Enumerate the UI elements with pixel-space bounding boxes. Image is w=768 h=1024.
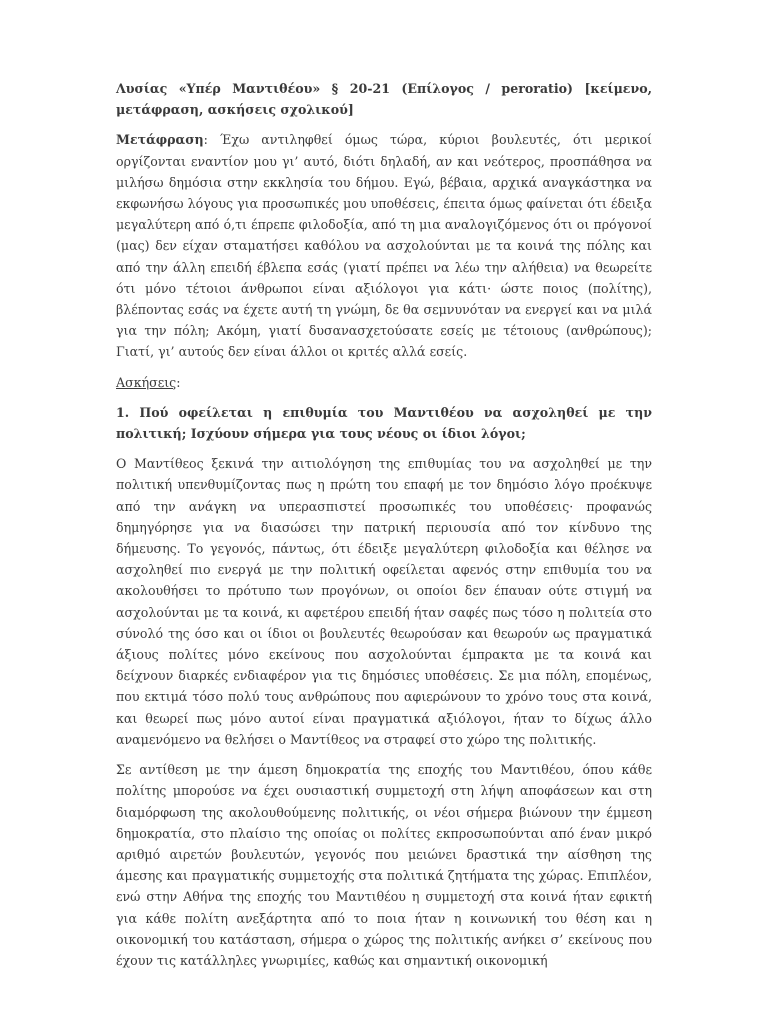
document-title: Λυσίας «Υπέρ Μαντιθέου» § 20-21 (Επίλογος / peroratio) [κείμενο, μετάφραση, ασκήσεις σχολικού]: [116, 81, 652, 118]
translation-label: Μετάφραση: [116, 132, 204, 148]
document-page: [116, 78, 652, 980]
answer-paragraph-1: Ο Μαντίθεος ξεκινά την αιτιολόγηση της επιθυμίας του να ασχοληθεί με την πολιτική υπενθυμίζοντας πως η πρώτη του επαφή με τον δημόσιο λόγο προέκυψε από την ανάγκη να υπερασπιστεί προσωπικές του υποθέσεις· προφανώς δημηγόρησε για να διασώσει την πατρική περιουσία από τον κίνδυνο της δήμευσης. Το γεγονός, πάντως, ότι έδειξε μεγαλύτερη φιλοδοξία και θέλησε να ασχοληθεί πιο ενεργά με την πολιτική οφείλεται αφενός στην επιθυμία του να ακολουθήσει το πρότυπο των προγόνων, οι οποίοι δεν έπαυαν ούτε στιγμή να ασχολούνται με τα κοινά, κι αφετέρου επειδή ήταν σαφές πως τόσο η πολιτεία στο σύνολό της όσο και οι ίδιοι οι βουλευτές θεωρούσαν και θεωρούν ως πραγματικά άξιους πολίτες μόνο εκείνους που ασχολούνται έμπρακτα με τα κοινά και δείχνουν διαρκές ενδιαφέρον για τις δημόσιες υποθέσεις. Σε μια πόλη, επομένως, που εκτιμά τόσο πολύ τους ανθρώπους που αφιερώνουν το χρόνο τους στα κοινά, και θεωρεί πως μόνο αυτοί είναι πραγματικά αξιόλογοι, ήταν το δίχως άλλο αναμενόμενο να θελήσει ο Μαντίθεος να στραφεί στο χώρο της πολιτικής.: [116, 456, 652, 747]
translation-paragraph: [116, 129, 652, 362]
answer-paragraph-2: Σε αντίθεση με την άμεση δημοκρατία της εποχής του Μαντιθέου, όπου κάθε πολίτης μπορούσε να έχει ουσιαστική συμμετοχή στη λήψη αποφάσεων και στη διαμόρφωση της ακολουθούμενης πολιτικής, οι νέοι σήμερα βιώνουν την έμμεση δημοκρατία, στο πλαίσιο της οποίας οι πολίτες εκπροσωπούνται από έναν μικρό αριθμό αιρετών βουλευτών, γεγονός που μειώνει δραστικά την αίσθηση της άμεσης και πραγματικής συμμετοχής στα πολιτικά ζητήματα της χώρας. Επιπλέον, ενώ στην Αθήνα της εποχής του Μαντιθέου η συμμετοχή στα κοινά ήταν εφικτή για κάθε πολίτη ανεξάρτητα από το ποια ήταν η κοινωνική του θέση και η οικονομική του κατάσταση, σήμερα ο χώρος της πολιτικής ανήκει σ’ εκείνους που έχουν τις κατάλληλες γνωριμίες, καθώς και σημαντική οικονομική: [116, 762, 652, 968]
translation-text: : Έχω αντιληφθεί όμως τώρα, κύριοι βουλευτές, ότι μερικοί οργίζονται εναντίον μου γι’ αυτό, διότι δηλαδή, αν και νεότερος, προσπάθησα να μιλήσω δημόσια στην εκκλησία του δήμου. Εγώ, βέβαια, αρχικά αναγκάστηκα να εκφωνήσω λόγους για προσωπικές μου υποθέσεις, έπειτα όμως φαίνεται ότι έδειξα μεγαλύτερη από ό,τι έπρεπε φιλοδοξία, από τη μια αναλογιζόμενος ότι οι πρόγονοί (μας) δεν είχαν σταματήσει καθόλου να ασχολούνται με τα κοινά της πόλης και από την άλλη επειδή έβλεπα εσάς (γιατί πρέπει να λέω την αλήθεια) να θεωρείτε ότι μόνο τέτοιοι άνθρωποι είναι αξιόλογοι για κάτι· ώστε ποιος (πολίτης), βλέποντας εσάς να έχετε αυτή τη γνώμη, δε θα σεμνυνόταν να ενεργεί και να μιλά για την πόλη; Ακόμη, γιατί δυσανασχετούσατε εσείς με τέτοιους (ανθρώπους); Γιατί, γι’ αυτούς δεν είναι άλλοι οι κριτές αλλά εσείς.: [116, 132, 652, 360]
exercises-suffix: :: [176, 374, 181, 390]
exercises-label: Ασκήσεις: [116, 374, 177, 390]
question-1: 1. Πού οφείλεται η επιθυμία του Μαντιθέου να ασχοληθεί με την πολιτική; Ισχύουν σήμερα για τους νέους οι ίδιοι λόγοι;: [116, 404, 652, 442]
exercises-heading: [116, 372, 652, 393]
